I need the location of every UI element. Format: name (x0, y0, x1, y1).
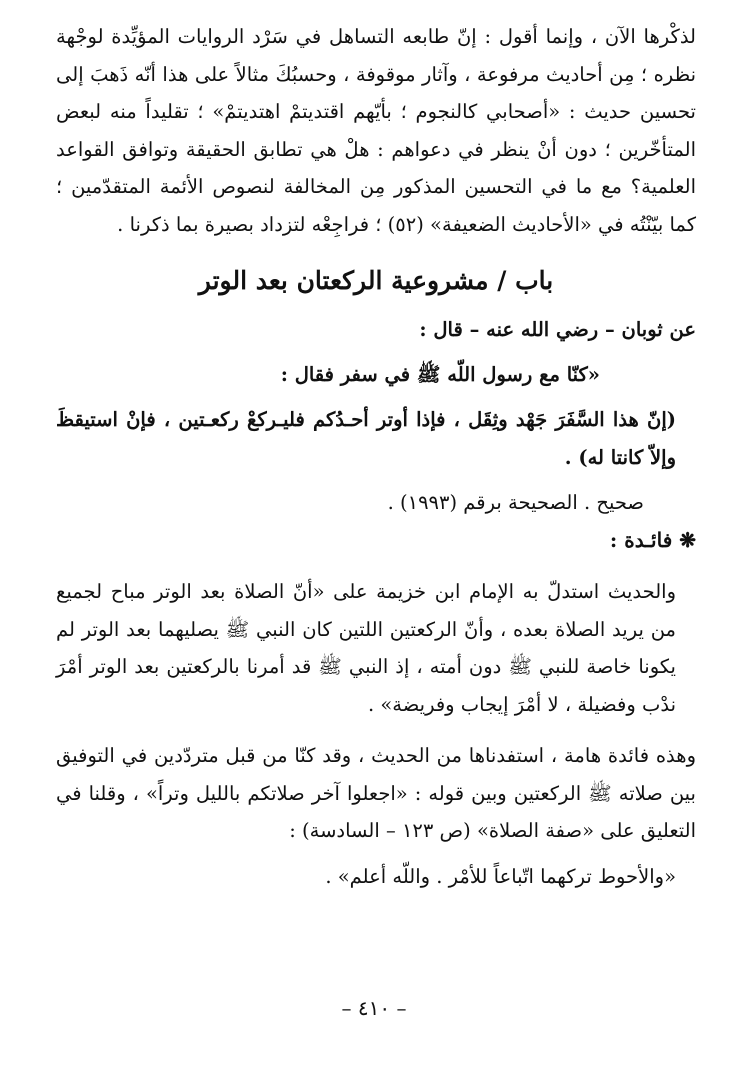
grading-line: صحيح . الصحيحة برقم (١٩٩٣) . (387, 491, 644, 514)
page-number: – ٤١٠ – (341, 996, 407, 1020)
closing-quote: «والأحوط تركهما اتّباعاً للأمْر . واللّه أعلم» . (325, 864, 676, 888)
benefit-paragraph-2: وهذه فائدة هامة ، استفدناها من الحديث ، وقد كنّا من قبل متردّدين في التوفيق بين صلاته ﷺ الركعتين وبين قوله : «اجعلوا آخر صلاتكم بالليل وتراً» ، وقلنا في التعليق على «صفة الصلاة» (ص ١٢٣ – السادسة) : (56, 744, 696, 842)
hadith-text: (إنّ هذا السَّفَرَ جَهْد وثِقَل ، فإذا أوتر أحـدُكم فليـركعْ ركعـتين ، فإنْ استيقظَ وإلاّ كانتا له) . (56, 408, 676, 469)
narration-intro: عن ثوبان – رضي الله عنه – قال : (419, 318, 696, 341)
intro-paragraph: لذكْرها الآن ، وإنما أقول : إنّ طابعه التساهل في سَرْد الروايات المؤيِّدة لوجْهة نظره ؛ مِن أحاديث مرفوعة ، وآثار موقوفة ، وحسبُكَ مثالاً على هذا أنّه ذَهبَ إلى تحسين حديث : «أصحابي كالنجوم ؛ بأيّهم اقتديتمْ اهتديتمْ» ؛ تقليداً منه لبعض المتأخّرين ؛ دون أنْ ينظر في دعواهم : هلْ هي تطابق الحقيقة وتوافق القواعد العلمية؟ مع ما في التحسين المذكور مِن المخالفة لنصوص الأئمة المتقدّمين ؛ كما بيّنْتُه في «الأحاديث الضعيفة» (٥٢) ؛ فراجِعْه لتزداد بصيرة بما ذكرنا . (56, 25, 696, 236)
section-title: باب / مشروعية الركعتان بعد الوتر (198, 266, 554, 295)
benefit-paragraph-1: والحديث استدلّ به الإمام ابن خزيمة على «أنّ الصلاة بعد الوتر مباح لجميع من يريد الصلاة بعده ، وأنّ الركعتين اللتين كان النبي ﷺ يصليهما بعد الوتر لم يكونا خاصة للنبي ﷺ دون أمته ، إذ النبي ﷺ قد أمرنا بالركعتين بعد الوتر أمْرَ ندْب وفضيلة ، لا أمْرَ إيجاب وفريضة» . (56, 580, 676, 716)
page-body (56, 18, 696, 895)
benefit-heading: ❋ فائـدة : (609, 528, 696, 552)
quote-line: «كنّا مع رسول اللّه ﷺ في سفر فقال : (280, 363, 600, 386)
